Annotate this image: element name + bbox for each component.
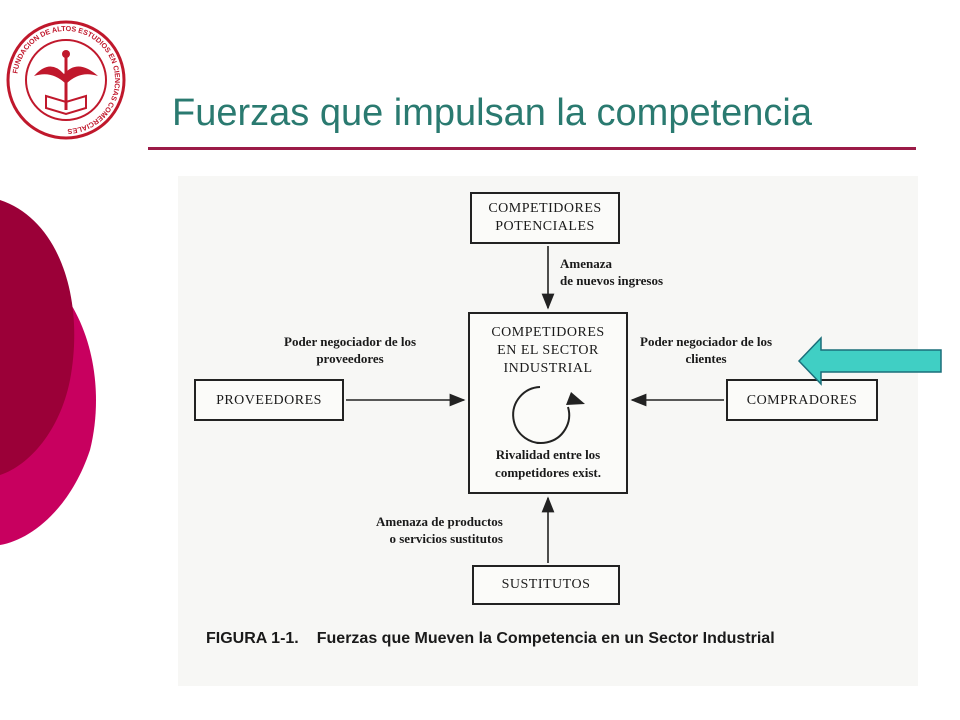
label-amenaza-sustitutos: Amenaza de productos o servicios sustitutos xyxy=(376,514,503,546)
box-competidores-potenciales-label: COMPETIDORES POTENCIALES xyxy=(488,201,602,234)
figure-caption-text: Fuerzas que Mueven la Competencia en un Sector Industrial xyxy=(316,630,775,647)
rivalry-cycle-icon xyxy=(513,387,585,443)
figure-caption xyxy=(206,628,906,650)
rivalidad-label: Rivalidad entre los competidores exist. xyxy=(495,447,601,480)
box-proveedores-label: PROVEEDORES xyxy=(216,393,322,408)
box-compradores-label: COMPRADORES xyxy=(746,393,858,408)
box-competidores-sector-label: COMPETIDORES EN EL SECTOR INDUSTRIAL xyxy=(491,325,605,376)
label-amenaza-ingresos: Amenaza de nuevos ingresos xyxy=(560,256,664,288)
logo-ring-text: FUNDACION DE ALTOS ESTUDIOS EN CIENCIAS COMERCIALES xyxy=(10,23,123,137)
page-title: Fuerzas que impulsan la competencia xyxy=(172,92,813,134)
figure-caption-number: FIGURA 1-1. xyxy=(206,630,299,647)
label-poder-clientes: Poder negociador de los clientes xyxy=(640,334,773,366)
box-sustitutos-label: SUSTITUTOS xyxy=(501,577,591,592)
highlight-arrow-icon xyxy=(797,336,943,386)
label-poder-proveedores: Poder negociador de los proveedores xyxy=(284,334,417,366)
